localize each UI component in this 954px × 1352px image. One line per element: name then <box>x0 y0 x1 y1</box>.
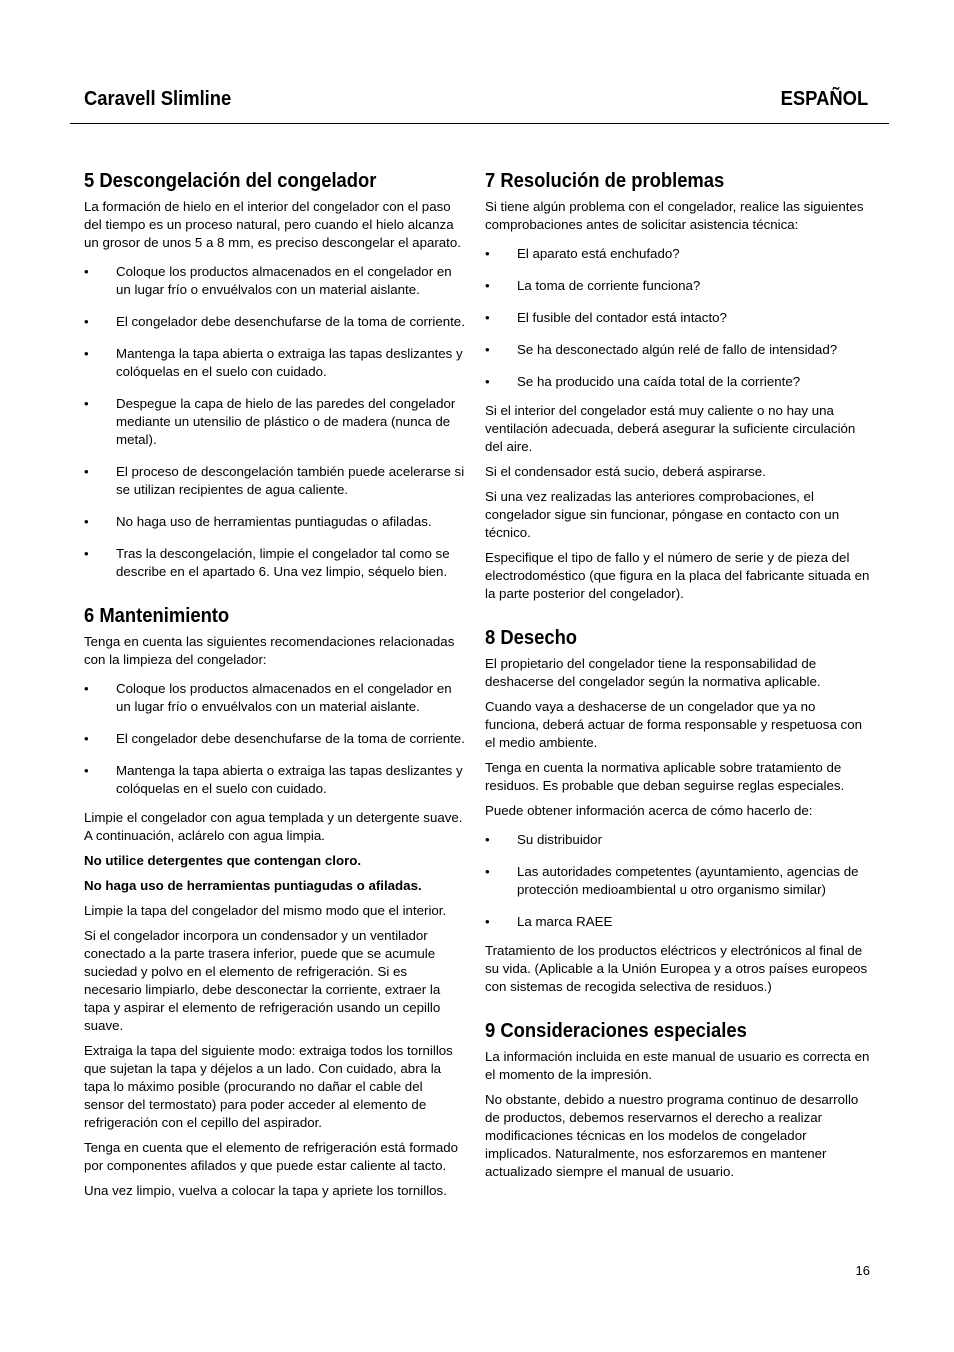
bullet-icon: • <box>84 464 89 479</box>
section-6-maintenance <box>84 603 466 1200</box>
bullet-icon: • <box>485 278 490 293</box>
bullet-icon: • <box>84 731 89 746</box>
section-heading: 5 Descongelación del congelador <box>84 170 377 192</box>
bullet-list <box>485 831 873 931</box>
bullet-icon: • <box>485 832 490 847</box>
right-column <box>485 168 873 1188</box>
list-item-text: La marca RAEE <box>517 914 613 929</box>
paragraph: Tenga en cuenta la normativa aplicable sobre tratamiento de residuos. Es probable que deban seguirse reglas especiales. <box>485 760 845 793</box>
list-item <box>84 463 466 499</box>
paragraph: Tenga en cuenta las siguientes recomendaciones relacionadas con la limpieza del congelador: <box>84 634 455 667</box>
bullet-icon: • <box>485 342 490 357</box>
header-divider <box>70 123 889 124</box>
list-item-text: Tras la descongelación, limpie el congelador tal como se describe en el apartado 6. Una vez limpio, séquelo bien. <box>116 546 450 579</box>
bullet-icon: • <box>84 763 89 778</box>
left-column <box>84 168 466 1207</box>
paragraph: La información incluida en este manual de usuario es correcta en el momento de la impresión. <box>485 1049 870 1082</box>
list-item-text: Despegue la capa de hielo de las paredes del congelador mediante un utensilio de plástico o de madera (nunca de metal). <box>116 396 456 447</box>
paragraph: La formación de hielo en el interior del congelador con el paso del tiempo es un proceso natural, pero cuando el hielo alcanza un grosor de unos 5 a 8 mm, es preciso descongelar el aparato. <box>84 199 461 250</box>
list-item-text: El congelador debe desenchufarse de la toma de corriente. <box>116 314 465 329</box>
bullet-icon: • <box>485 864 490 879</box>
bullet-icon: • <box>84 314 89 329</box>
language-label: ESPAÑOL <box>780 88 868 110</box>
bullet-icon: • <box>84 514 89 529</box>
paragraph: No obstante, debido a nuestro programa continuo de desarrollo de productos, debemos reservarnos el derecho a realizar modificaciones técnicas en los modelos de congelador implicados. Naturalmente, nos esforzaremos en mantener actualizado siempre el manual de usuario. <box>485 1092 859 1179</box>
paragraph: Limpie la tapa del congelador del mismo modo que el interior. <box>84 903 447 918</box>
bullet-list <box>485 245 873 391</box>
bullet-list <box>84 680 466 798</box>
paragraph: Tratamiento de los productos eléctricos y electrónicos al final de su vida. (Aplicable a la Unión Europea y a otros países europeos con sistemas de recogida selectiva de residuos.) <box>485 943 868 994</box>
page-number: 16 <box>855 1263 870 1278</box>
list-item <box>485 341 873 359</box>
list-item <box>485 913 873 931</box>
section-8-disposal <box>485 625 873 996</box>
list-item <box>84 345 466 381</box>
bullet-icon: • <box>84 546 89 561</box>
bullet-icon: • <box>485 914 490 929</box>
paragraph: Extraiga la tapa del siguiente modo: extraiga todos los tornillos que sujetan la tapa y déjelos a un lado. Con cuidado, abra la tapa lo máximo posible (procurando no dañar el cable del sensor del termostato) para poder acceder al elemento de refrigeración con el cepillo del aspirador. <box>84 1043 453 1130</box>
list-item-text: Se ha producido una caída total de la corriente? <box>517 374 801 389</box>
list-item <box>84 513 466 531</box>
section-heading: 6 Mantenimiento <box>84 605 230 627</box>
paragraph: Si una vez realizadas las anteriores comprobaciones, el congelador sigue sin funcionar, póngase en contacto con un técnico. <box>485 489 840 540</box>
warning-text: No haga uso de herramientas puntiagudas o afiladas. <box>84 878 422 893</box>
bullet-list <box>84 263 466 581</box>
paragraph: Tenga en cuenta que el elemento de refrigeración está formado por componentes afilados y que puede estar caliente al tacto. <box>84 1140 459 1173</box>
list-item-text: El aparato está enchufado? <box>517 246 680 261</box>
paragraph: Si el congelador incorpora un condensador y un ventilador conectado a la parte trasera inferior, puede que se acumule suciedad y polvo en el elemento de refrigeración. Si es necesario limpiarlo, debe desconectar la corriente, extraer la tapa y aspirar el elemento de refrigeración usando un cepillo suave. <box>84 928 441 1033</box>
list-item-text: Las autoridades competentes (ayuntamiento, agencias de protección medioambiental u otro organismo similar) <box>517 864 859 897</box>
paragraph: Limpie el congelador con agua templada y un detergente suave. A continuación, aclárelo con agua limpia. <box>84 810 463 843</box>
list-item <box>485 831 873 849</box>
warning-text: No utilice detergentes que contengan cloro. <box>84 853 362 868</box>
list-item-text: El fusible del contador está intacto? <box>517 310 727 325</box>
paragraph: Si el condensador está sucio, deberá aspirarse. <box>485 464 766 479</box>
list-item-text: Su distribuidor <box>517 832 602 847</box>
section-heading: 8 Desecho <box>485 627 578 649</box>
bullet-icon: • <box>84 681 89 696</box>
section-heading: 7 Resolución de problemas <box>485 170 725 192</box>
section-9-special-considerations <box>485 1018 873 1181</box>
bullet-icon: • <box>84 346 89 361</box>
paragraph: Una vez limpio, vuelva a colocar la tapa y apriete los tornillos. <box>84 1183 447 1198</box>
list-item <box>84 263 466 299</box>
paragraph: El propietario del congelador tiene la responsabilidad de deshacerse del congelador según la normativa aplicable. <box>485 656 821 689</box>
list-item <box>84 680 466 716</box>
list-item <box>485 309 873 327</box>
bullet-icon: • <box>84 396 89 411</box>
section-heading: 9 Consideraciones especiales <box>485 1020 747 1042</box>
paragraph: Cuando vaya a deshacerse de un congelador que ya no funciona, deberá actuar de forma responsable y respetuosa con el medio ambiente. <box>485 699 862 750</box>
list-item-text: Coloque los productos almacenados en el congelador en un lugar frío o envuélvalos con un material aislante. <box>116 264 452 297</box>
paragraph: Especifique el tipo de fallo y el número de serie y de pieza del electrodoméstico (que figura en la placa del fabricante situada en la parte posterior del congelador). <box>485 550 870 601</box>
document-title: Caravell Slimline <box>84 88 232 110</box>
list-item-text: Mantenga la tapa abierta o extraiga las tapas deslizantes y colóquelas en el suelo con cuidado. <box>116 763 463 796</box>
list-item <box>485 373 873 391</box>
list-item-text: La toma de corriente funciona? <box>517 278 701 293</box>
bullet-icon: • <box>485 310 490 325</box>
list-item-text: Se ha desconectado algún relé de fallo de intensidad? <box>517 342 838 357</box>
paragraph: Si tiene algún problema con el congelador, realice las siguientes comprobaciones antes de solicitar asistencia técnica: <box>485 199 864 232</box>
list-item <box>84 762 466 798</box>
paragraph: Puede obtener información acerca de cómo hacerlo de: <box>485 803 813 818</box>
bullet-icon: • <box>84 264 89 279</box>
list-item-text: No haga uso de herramientas puntiagudas o afiladas. <box>116 514 432 529</box>
list-item <box>84 545 466 581</box>
list-item-text: Mantenga la tapa abierta o extraiga las tapas deslizantes y colóquelas en el suelo con cuidado. <box>116 346 463 379</box>
list-item <box>84 395 466 449</box>
bullet-icon: • <box>485 246 490 261</box>
list-item <box>485 245 873 263</box>
list-item <box>485 863 873 899</box>
section-7-troubleshooting <box>485 168 873 603</box>
section-5-defrosting <box>84 168 466 581</box>
paragraph: Si el interior del congelador está muy caliente o no hay una ventilación adecuada, deberá asegurar la suficiente circulación del aire. <box>485 403 856 454</box>
list-item <box>84 730 466 748</box>
list-item <box>84 313 466 331</box>
bullet-icon: • <box>485 374 490 389</box>
list-item-text: El proceso de descongelación también puede acelerarse si se utilizan recipientes de agua caliente. <box>116 464 465 497</box>
list-item-text: El congelador debe desenchufarse de la toma de corriente. <box>116 731 465 746</box>
list-item-text: Coloque los productos almacenados en el congelador en un lugar frío o envuélvalos con un material aislante. <box>116 681 452 714</box>
list-item <box>485 277 873 295</box>
